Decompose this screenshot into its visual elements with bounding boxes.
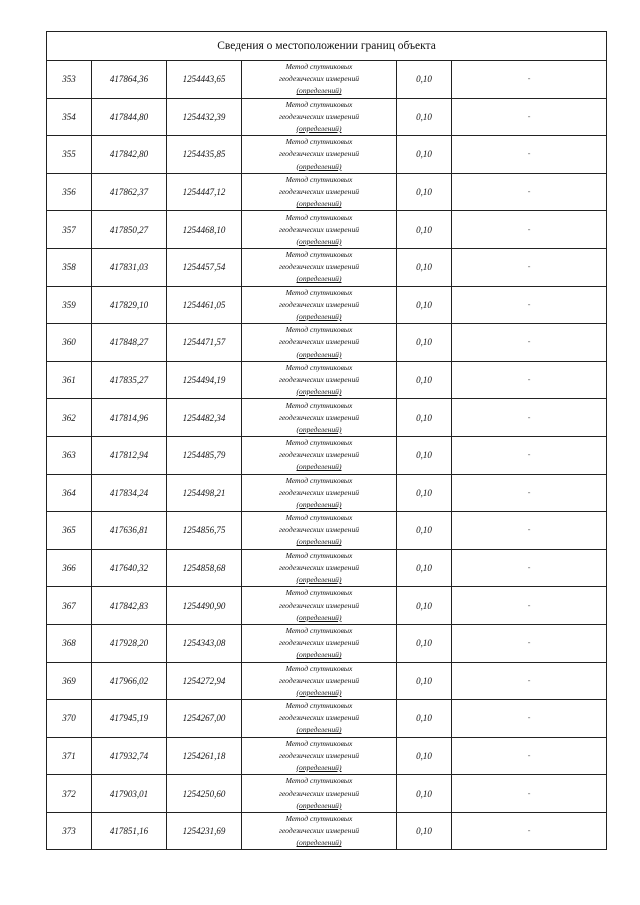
- method-line-2: геодезических измерений: [278, 713, 360, 723]
- coordinate-x: 417844,80: [92, 98, 167, 136]
- accuracy-value: 0,10: [397, 61, 452, 99]
- coordinate-y: 1254231,69: [167, 812, 242, 850]
- coordinate-y: 1254858,68: [167, 549, 242, 587]
- note-cell: -: [452, 361, 607, 399]
- coordinate-y: 1254856,75: [167, 512, 242, 550]
- method-cell: [242, 775, 397, 813]
- method-line-3: (определений): [296, 274, 342, 284]
- method-line-2: геодезических измерений: [278, 487, 360, 497]
- method-line-3: (определений): [296, 349, 342, 359]
- coordinate-x: 417640,32: [92, 549, 167, 587]
- coordinate-y: 1254494,19: [167, 361, 242, 399]
- point-number: 361: [47, 361, 92, 399]
- coordinate-y: 1254267,00: [167, 700, 242, 738]
- method-line-1: Метод спутниковых: [285, 701, 353, 711]
- method-line-1: Метод спутниковых: [285, 400, 353, 410]
- table-row: [47, 737, 607, 775]
- method-line-2: геодезических измерений: [278, 375, 360, 384]
- method-line-1: Метод спутниковых: [285, 738, 353, 748]
- note-cell: -: [452, 474, 607, 512]
- method-line-3: (определений): [296, 499, 342, 509]
- accuracy-value: 0,10: [397, 361, 452, 399]
- accuracy-value: 0,10: [397, 775, 452, 813]
- method-line-1: Метод спутниковых: [285, 250, 353, 260]
- method-line-3: (определений): [296, 236, 342, 246]
- note-cell: -: [452, 98, 607, 136]
- table-row: [47, 549, 607, 587]
- point-number: 359: [47, 286, 92, 324]
- method-cell: [242, 136, 397, 174]
- table-row: [47, 812, 607, 850]
- method-line-1: Метод спутниковых: [285, 99, 353, 109]
- method-line-3: (определений): [296, 537, 342, 547]
- coordinate-y: 1254457,54: [167, 248, 242, 286]
- accuracy-value: 0,10: [397, 737, 452, 775]
- coordinate-y: 1254471,57: [167, 324, 242, 362]
- note-cell: -: [452, 211, 607, 249]
- method-line-3: (определений): [296, 123, 342, 133]
- point-number: 367: [47, 587, 92, 625]
- method-line-3: (определений): [296, 199, 342, 209]
- method-line-3: (определений): [296, 763, 342, 773]
- coordinate-x: 417834,24: [92, 474, 167, 512]
- coordinate-y: 1254490,90: [167, 587, 242, 625]
- method-line-1: Метод спутниковых: [285, 62, 353, 72]
- accuracy-value: 0,10: [397, 399, 452, 437]
- method-line-2: геодезических измерений: [278, 600, 360, 610]
- method-line-1: Метод спутниковых: [285, 663, 353, 673]
- method-cell: [242, 211, 397, 249]
- point-number: 363: [47, 436, 92, 474]
- note-cell: -: [452, 737, 607, 775]
- method-line-1: Метод спутниковых: [285, 212, 353, 222]
- method-line-1: Метод спутниковых: [285, 325, 353, 335]
- method-line-3: (определений): [296, 424, 342, 434]
- coordinate-x: 417848,27: [92, 324, 167, 362]
- method-cell: [242, 436, 397, 474]
- method-line-2: геодезических измерений: [278, 149, 360, 159]
- method-line-2: геодезических измерений: [278, 74, 360, 84]
- table-row: [47, 587, 607, 625]
- method-cell: [242, 248, 397, 286]
- table-row: [47, 211, 607, 249]
- method-cell: [242, 98, 397, 136]
- point-number: 362: [47, 399, 92, 437]
- coordinate-y: 1254435,85: [167, 136, 242, 174]
- table-row: [47, 61, 607, 99]
- coordinate-x: 417829,10: [92, 286, 167, 324]
- coordinate-x: 417842,80: [92, 136, 167, 174]
- coordinate-y: 1254432,39: [167, 98, 242, 136]
- method-line-1: Метод спутниковых: [285, 626, 353, 636]
- method-cell: [242, 324, 397, 362]
- coordinate-x: 417850,27: [92, 211, 167, 249]
- method-cell: [242, 737, 397, 775]
- coordinate-x: 417814,96: [92, 399, 167, 437]
- coordinate-x: 417812,94: [92, 436, 167, 474]
- coordinate-x: 417864,36: [92, 61, 167, 99]
- method-line-2: геодезических измерений: [278, 826, 360, 836]
- point-number: 358: [47, 248, 92, 286]
- coordinate-x: 417851,16: [92, 812, 167, 850]
- method-line-2: геодезических измерений: [278, 412, 360, 422]
- table-row: [47, 512, 607, 550]
- method-line-1: Метод спутниковых: [285, 588, 353, 598]
- method-line-3: (определений): [296, 161, 342, 171]
- coordinate-x: 417835,27: [92, 361, 167, 399]
- coordinate-x: 417928,20: [92, 624, 167, 662]
- coordinate-y: 1254272,94: [167, 662, 242, 700]
- method-line-1: Метод спутниковых: [285, 287, 353, 297]
- note-cell: -: [452, 775, 607, 813]
- coordinate-y: 1254482,34: [167, 399, 242, 437]
- note-cell: -: [452, 812, 607, 850]
- coordinate-y: 1254447,12: [167, 173, 242, 211]
- accuracy-value: 0,10: [397, 248, 452, 286]
- method-cell: [242, 474, 397, 512]
- method-cell: [242, 812, 397, 850]
- method-line-3: (определений): [296, 650, 342, 660]
- method-line-2: геодезических измерений: [278, 788, 360, 798]
- point-number: 368: [47, 624, 92, 662]
- method-line-3: (определений): [296, 687, 342, 697]
- note-cell: -: [452, 324, 607, 362]
- note-cell: -: [452, 399, 607, 437]
- table-row: [47, 173, 607, 211]
- accuracy-value: 0,10: [397, 474, 452, 512]
- note-cell: -: [452, 173, 607, 211]
- method-line-3: (определений): [296, 725, 342, 735]
- method-line-2: геодезических измерений: [278, 562, 360, 572]
- method-cell: [242, 61, 397, 99]
- method-line-2: геодезических измерений: [278, 450, 360, 460]
- method-cell: [242, 399, 397, 437]
- accuracy-value: 0,10: [397, 662, 452, 700]
- coordinate-x: 417945,19: [92, 700, 167, 738]
- note-cell: -: [452, 61, 607, 99]
- accuracy-value: 0,10: [397, 700, 452, 738]
- table-row: [47, 361, 607, 399]
- method-cell: [242, 173, 397, 211]
- method-line-1: Метод спутниковых: [285, 776, 353, 786]
- method-cell: [242, 549, 397, 587]
- table-row: [47, 474, 607, 512]
- coordinate-y: 1254443,65: [167, 61, 242, 99]
- method-cell: [242, 700, 397, 738]
- method-line-3: (определений): [296, 800, 342, 810]
- note-cell: -: [452, 512, 607, 550]
- coordinate-x: 417842,83: [92, 587, 167, 625]
- method-line-3: (определений): [296, 462, 342, 472]
- coordinate-y: 1254461,05: [167, 286, 242, 324]
- method-line-1: Метод спутниковых: [285, 814, 353, 824]
- note-cell: -: [452, 624, 607, 662]
- point-number: 364: [47, 474, 92, 512]
- table-row: [47, 662, 607, 700]
- method-cell: [242, 587, 397, 625]
- table-row: [47, 624, 607, 662]
- point-number: 354: [47, 98, 92, 136]
- method-cell: [242, 662, 397, 700]
- method-line-3: (определений): [296, 311, 342, 321]
- method-cell: [242, 624, 397, 662]
- point-number: 372: [47, 775, 92, 813]
- boundary-coordinates-table: [46, 31, 607, 850]
- accuracy-value: 0,10: [397, 812, 452, 850]
- point-number: 370: [47, 700, 92, 738]
- point-number: 357: [47, 211, 92, 249]
- note-cell: -: [452, 436, 607, 474]
- point-number: 366: [47, 549, 92, 587]
- note-cell: -: [452, 286, 607, 324]
- coordinate-y: 1254261,18: [167, 737, 242, 775]
- point-number: 369: [47, 662, 92, 700]
- method-line-1: Метод спутниковых: [285, 362, 353, 372]
- coordinate-x: 417903,01: [92, 775, 167, 813]
- table-row: [47, 399, 607, 437]
- coordinate-y: 1254250,60: [167, 775, 242, 813]
- point-number: 365: [47, 512, 92, 550]
- table-row: [47, 324, 607, 362]
- note-cell: -: [452, 587, 607, 625]
- note-cell: -: [452, 248, 607, 286]
- point-number: 371: [47, 737, 92, 775]
- method-line-1: Метод спутниковых: [285, 475, 353, 485]
- accuracy-value: 0,10: [397, 98, 452, 136]
- accuracy-value: 0,10: [397, 173, 452, 211]
- method-cell: [242, 361, 397, 399]
- point-number: 360: [47, 324, 92, 362]
- accuracy-value: 0,10: [397, 324, 452, 362]
- method-line-2: геодезических измерений: [278, 750, 360, 760]
- coordinate-y: 1254343,08: [167, 624, 242, 662]
- method-line-3: (определений): [296, 387, 342, 397]
- note-cell: -: [452, 662, 607, 700]
- point-number: 353: [47, 61, 92, 99]
- accuracy-value: 0,10: [397, 436, 452, 474]
- method-line-1: Метод спутниковых: [285, 174, 353, 184]
- coordinate-x: 417966,02: [92, 662, 167, 700]
- table-row: [47, 286, 607, 324]
- table-row: [47, 775, 607, 813]
- table-row: [47, 136, 607, 174]
- method-line-1: Метод спутниковых: [285, 137, 353, 147]
- method-line-2: геодезических измерений: [278, 638, 360, 648]
- method-line-2: геодезических измерений: [278, 111, 360, 121]
- method-line-2: геодезических измерений: [278, 187, 360, 197]
- note-cell: -: [452, 136, 607, 174]
- method-line-3: (определений): [296, 612, 342, 622]
- table-row: [47, 98, 607, 136]
- table-row: [47, 436, 607, 474]
- method-line-2: геодезических измерений: [278, 224, 360, 234]
- table-row: [47, 248, 607, 286]
- accuracy-value: 0,10: [397, 549, 452, 587]
- coordinate-x: 417932,74: [92, 737, 167, 775]
- method-line-3: (определений): [296, 575, 342, 585]
- coordinate-x: 417636,81: [92, 512, 167, 550]
- accuracy-value: 0,10: [397, 211, 452, 249]
- coordinate-y: 1254485,79: [167, 436, 242, 474]
- point-number: 355: [47, 136, 92, 174]
- method-line-1: Метод спутниковых: [285, 513, 353, 523]
- coordinate-y: 1254468,10: [167, 211, 242, 249]
- method-line-2: геодезических измерений: [278, 337, 360, 347]
- method-line-1: Метод спутниковых: [285, 438, 353, 448]
- coordinate-x: 417831,03: [92, 248, 167, 286]
- method-line-2: геодезических измерений: [278, 675, 360, 685]
- accuracy-value: 0,10: [397, 587, 452, 625]
- accuracy-value: 0,10: [397, 624, 452, 662]
- note-cell: -: [452, 700, 607, 738]
- method-line-3: (определений): [296, 86, 342, 96]
- method-line-2: геодезических измерений: [278, 299, 360, 309]
- method-line-2: геодезических измерений: [278, 525, 360, 535]
- coordinate-y: 1254498,21: [167, 474, 242, 512]
- table-body: [47, 32, 607, 850]
- note-cell: -: [452, 549, 607, 587]
- method-line-2: геодезических измерений: [278, 262, 360, 272]
- coordinate-x: 417862,37: [92, 173, 167, 211]
- point-number: 373: [47, 812, 92, 850]
- accuracy-value: 0,10: [397, 136, 452, 174]
- accuracy-value: 0,10: [397, 512, 452, 550]
- method-line-3: (определений): [296, 838, 342, 848]
- method-cell: [242, 286, 397, 324]
- table-row: [47, 700, 607, 738]
- table-title: Сведения о местоположении границ объекта: [47, 32, 607, 61]
- point-number: 356: [47, 173, 92, 211]
- method-cell: [242, 512, 397, 550]
- table-title-row: [47, 32, 607, 61]
- method-line-1: Метод спутниковых: [285, 550, 353, 560]
- boundary-table-sheet: [46, 31, 606, 850]
- accuracy-value: 0,10: [397, 286, 452, 324]
